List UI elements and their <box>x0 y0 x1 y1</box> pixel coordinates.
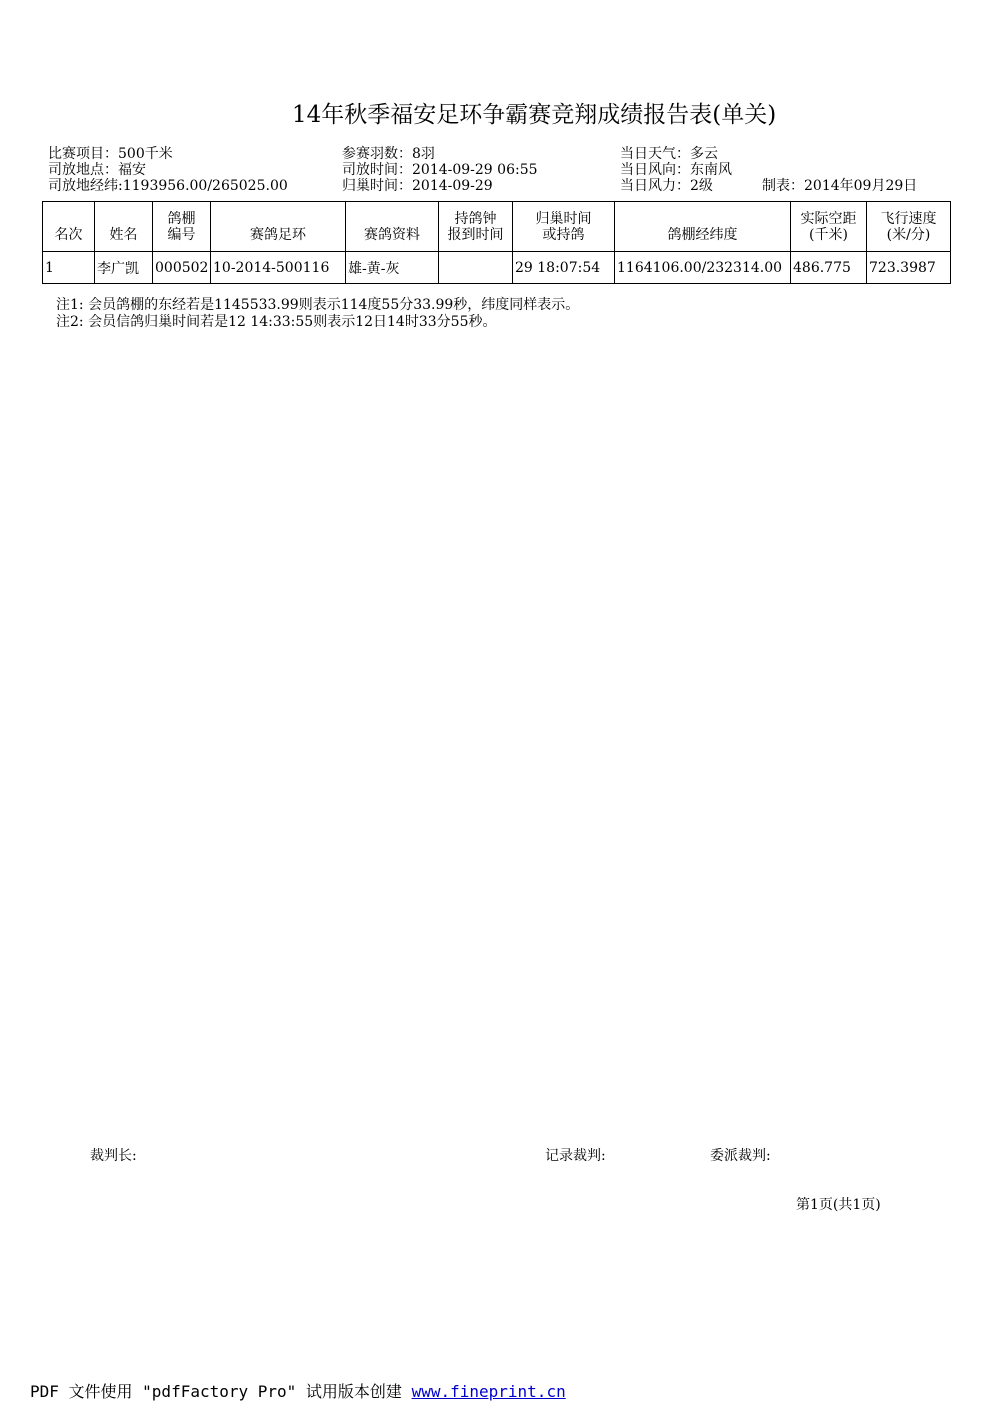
cell-name: 李广凯 <box>95 252 153 284</box>
cell-clock-time <box>439 252 513 284</box>
header-rank: 名次 <box>43 202 95 252</box>
signature-delegate-judge: 委派裁判: <box>710 1148 771 1164</box>
header-speed: 飞行速度 (米/分) <box>867 202 951 252</box>
note-1: 注1: 会员鸽棚的东经若是1145533.99则表示114度55分33.99秒，纬度同样表示。 <box>56 297 580 313</box>
cell-rank: 1 <box>43 252 95 284</box>
footer-text: PDF 文件使用 "pdfFactory Pro" 试用版本创建 <box>30 1382 402 1401</box>
page-number: 第1页(共1页) <box>796 1197 881 1213</box>
signature-record-judge: 记录裁判: <box>545 1148 606 1164</box>
info-release-place: 司放地点：福安 <box>48 162 146 178</box>
info-release-time: 司放时间：2014-09-29 06:55 <box>342 162 538 178</box>
header-loft-coords: 鸽棚经纬度 <box>615 202 791 252</box>
info-entries: 参赛羽数：8羽 <box>342 146 435 162</box>
header-return-time: 归巢时间 或持鸽 <box>513 202 615 252</box>
info-race-item: 比赛项目：500千米 <box>48 146 173 162</box>
cell-return-time: 29 18:07:54 <box>513 252 615 284</box>
header-name: 姓名 <box>95 202 153 252</box>
cell-bird-info: 雄-黄-灰 <box>346 252 439 284</box>
header-bird-info: 赛鸽资料 <box>346 202 439 252</box>
table-header-row <box>43 202 951 252</box>
footer-link[interactable]: www.fineprint.cn <box>411 1382 566 1401</box>
info-return-time: 归巢时间：2014-09-29 <box>342 178 493 194</box>
cell-speed: 723.3987 <box>867 252 951 284</box>
header-clock-time: 持鸽钟 报到时间 <box>439 202 513 252</box>
header-loft-id: 鸽棚 编号 <box>153 202 211 252</box>
cell-loft-id: 000502 <box>153 252 211 284</box>
info-made-on: 制表：2014年09月29日 <box>762 178 918 194</box>
info-wind-direction: 当日风向：东南风 <box>620 162 732 178</box>
results-table <box>42 201 951 284</box>
page-title: 14年秋季福安足环争霸赛竞翔成绩报告表(单关) <box>292 102 777 128</box>
cell-loft-coords: 1164106.00/232314.00 <box>615 252 791 284</box>
cell-ring: 10-2014-500116 <box>211 252 346 284</box>
info-release-coords: 司放地经纬:1193956.00/265025.00 <box>48 178 288 194</box>
cell-distance: 486.775 <box>791 252 867 284</box>
pdf-footer <box>30 1379 566 1402</box>
signature-chief-judge: 裁判长: <box>90 1148 137 1164</box>
header-distance: 实际空距 (千米) <box>791 202 867 252</box>
note-2: 注2: 会员信鸽归巢时间若是12 14:33:55则表示12日14时33分55秒。 <box>56 314 497 330</box>
table-row <box>43 252 951 284</box>
header-ring: 赛鸽足环 <box>211 202 346 252</box>
info-wind-force: 当日风力：2级 <box>620 178 713 194</box>
info-weather: 当日天气：多云 <box>620 146 718 162</box>
